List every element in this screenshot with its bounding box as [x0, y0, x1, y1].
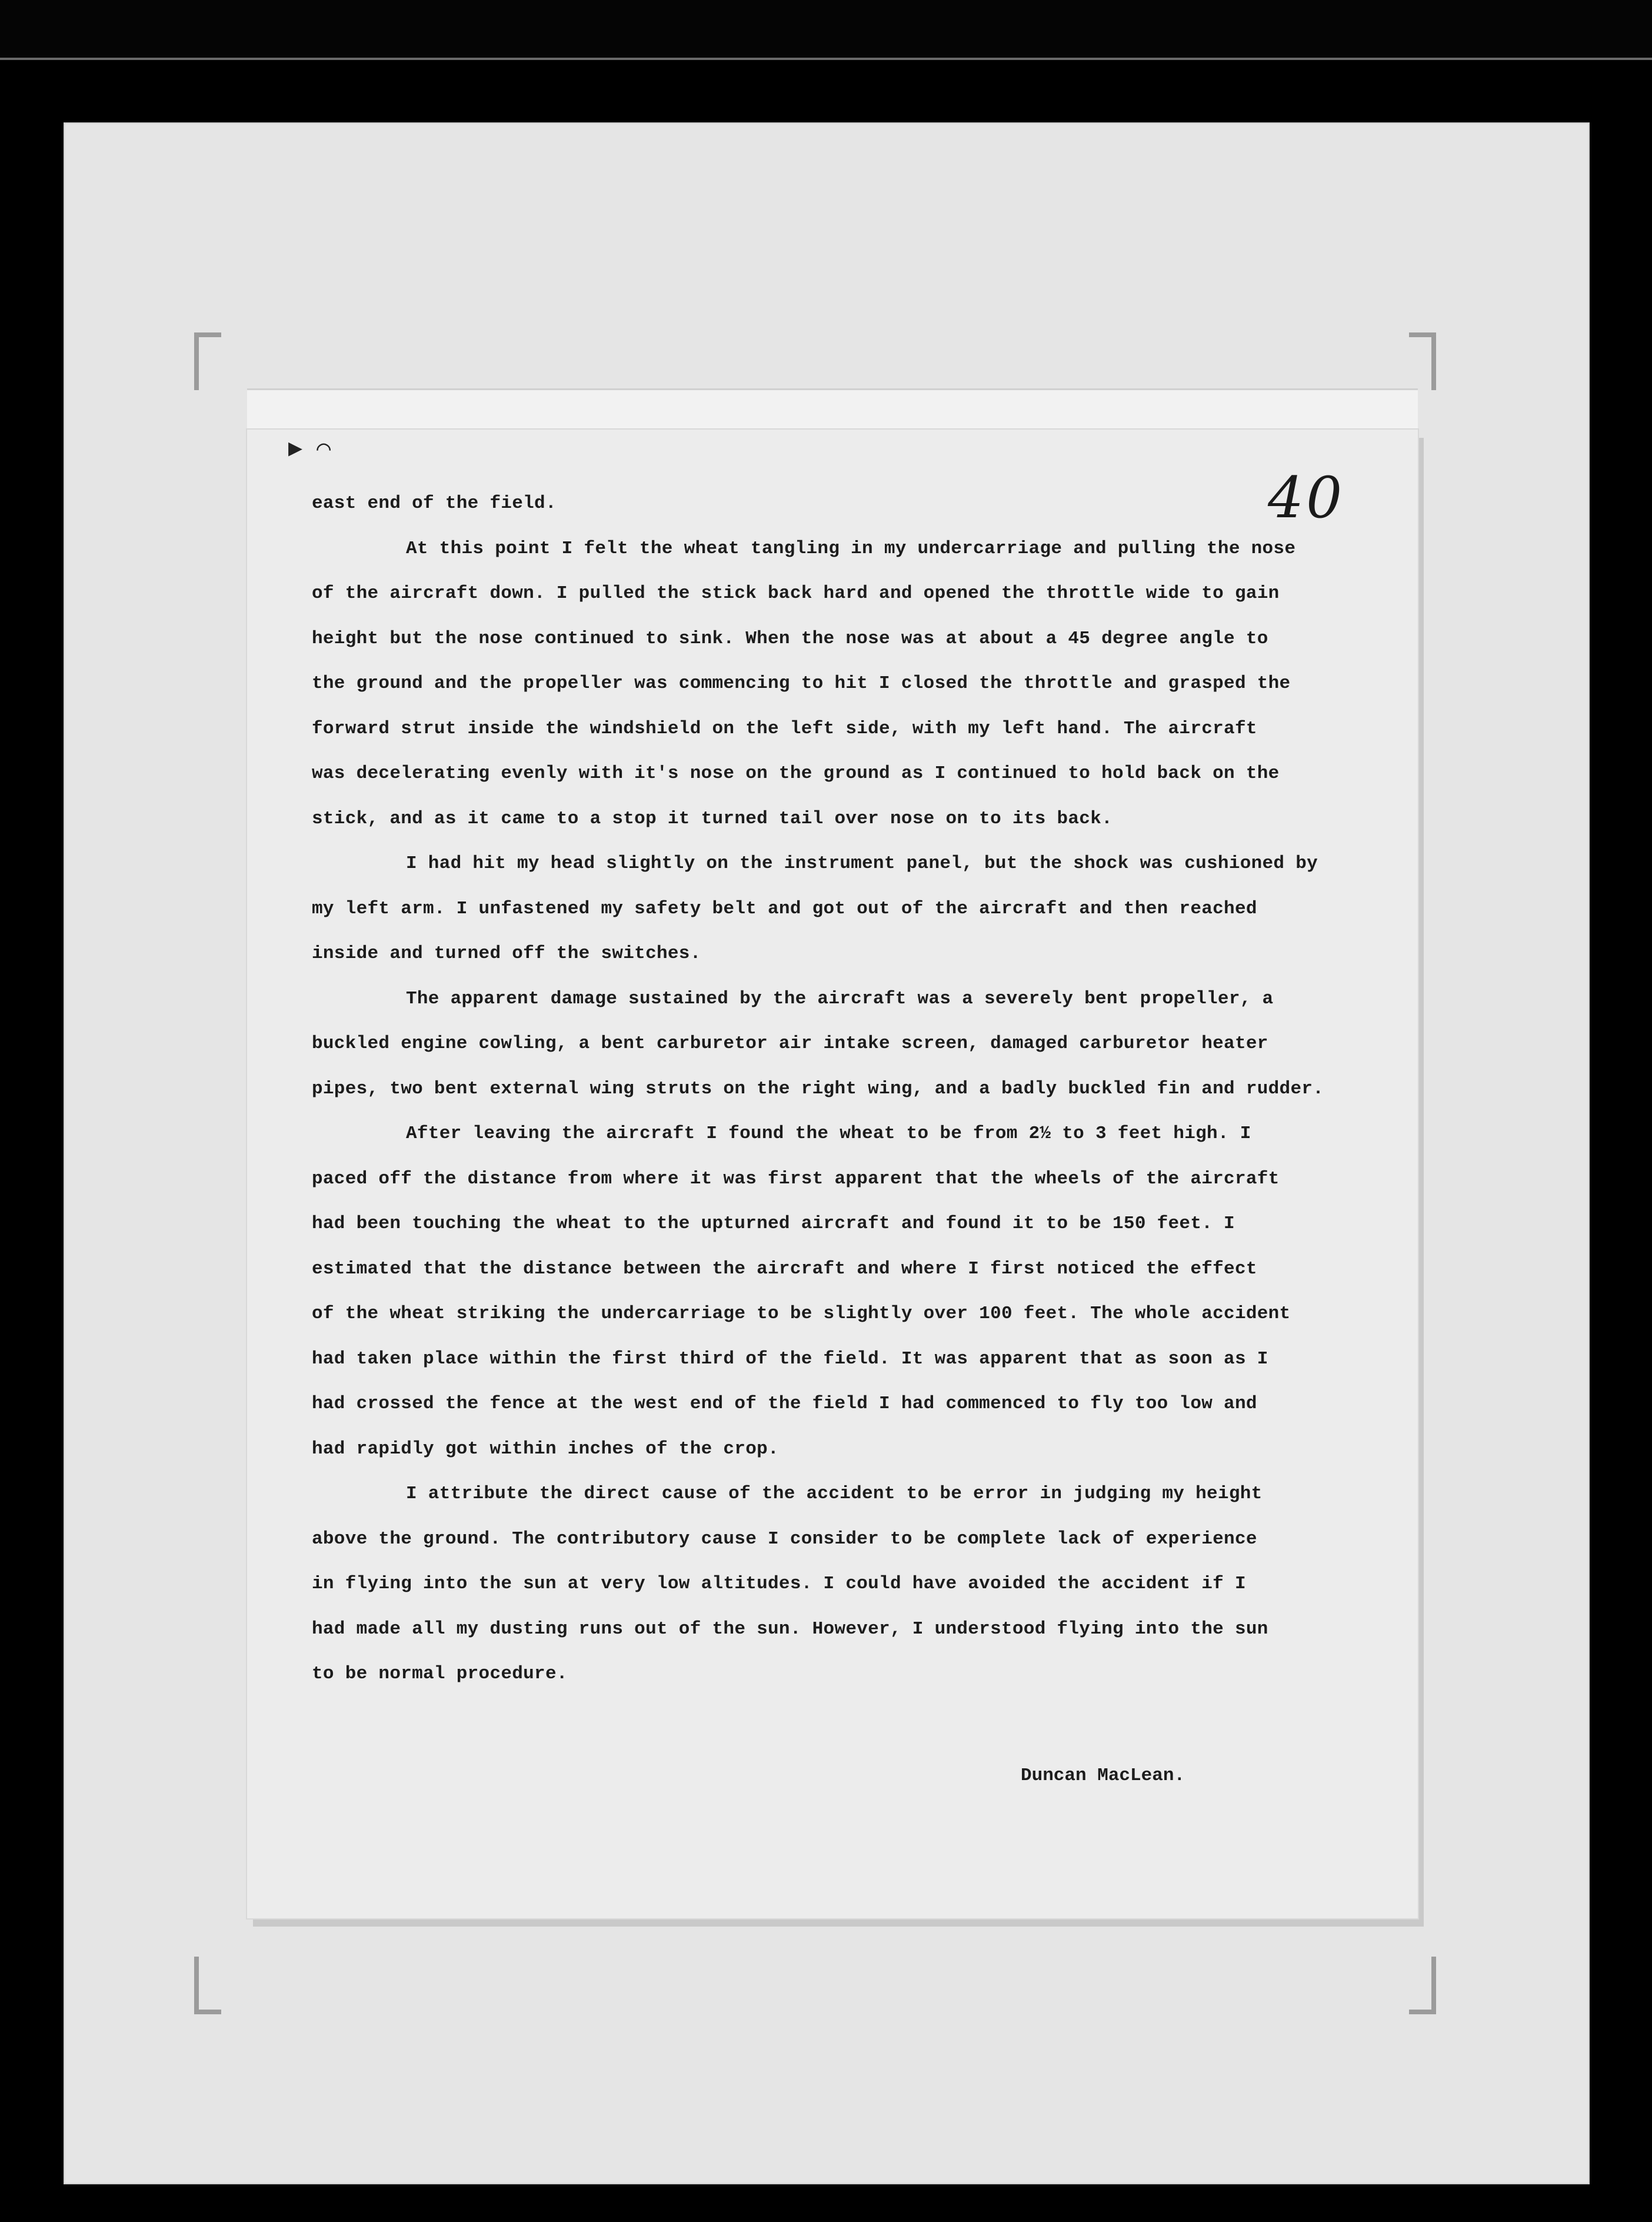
text-line: At this point I felt the wheat tangling in my undercarriage and pulling the nose: [406, 538, 1296, 559]
text-line: buckled engine cowling, a bent carburetor air intake screen, damaged carburetor heater: [312, 1033, 1268, 1054]
crop-mark-top-right: [1409, 332, 1436, 390]
text-line: paced off the distance from where it was first apparent that the wheels of the aircraft: [312, 1168, 1280, 1189]
page-body: [312, 481, 1347, 1697]
paragraph-accident: [312, 527, 1347, 842]
text-line: forward strut inside the windshield on the left side, with my left hand. The aircraft: [312, 718, 1257, 739]
paragraph-measurements: [312, 1112, 1347, 1472]
text-line: had made all my dusting runs out of the sun. However, I understood flying into the sun: [312, 1618, 1268, 1639]
text-line: inside and turned off the switches.: [312, 943, 701, 964]
text-line: I attribute the direct cause of the accident to be error in judging my height: [406, 1483, 1263, 1504]
text-line: was decelerating evenly with it's nose on the ground as I continued to hold back on the: [312, 763, 1280, 784]
text-line: the ground and the propeller was commencing to hit I closed the throttle and grasped the: [312, 673, 1291, 694]
text-line: my left arm. I unfastened my safety belt and got out of the aircraft and then reached: [312, 898, 1257, 919]
text-line: of the aircraft down. I pulled the stick back hard and opened the throttle wide to gain: [312, 583, 1280, 604]
signature: Duncan MacLean.: [1021, 1765, 1185, 1786]
paragraph-injury: [312, 841, 1347, 977]
text-line: pipes, two bent external wing struts on the right wing, and a badly buckled fin and rudder.: [312, 1078, 1324, 1099]
text-line: to be normal procedure.: [312, 1664, 568, 1684]
paragraph-cause: [312, 1472, 1347, 1697]
text-line: I had hit my head slightly on the instrument panel, but the shock was cushioned by: [406, 853, 1318, 874]
paragraph-damage: [312, 977, 1347, 1112]
text-line: had rapidly got within inches of the crop.: [312, 1438, 779, 1459]
text-line: had been touching the wheat to the upturned aircraft and found it to be 150 feet. I: [312, 1213, 1235, 1234]
film-edge-line: [0, 58, 1652, 60]
text-line: east end of the field.: [312, 493, 557, 514]
text-line: above the ground. The contributory cause I consider to be complete lack of experience: [312, 1528, 1257, 1549]
text-line: stick, and as it came to a stop it turned tail over nose on to its back.: [312, 808, 1113, 829]
text-line: of the wheat striking the undercarriage to be slightly over 100 feet. The whole accident: [312, 1303, 1291, 1324]
crop-mark-bottom-right: [1409, 1957, 1436, 2014]
text-line: The apparent damage sustained by the aircraft was a severely bent propeller, a: [406, 988, 1274, 1009]
text-line: After leaving the aircraft I found the wheat to be from 2½ to 3 feet high. I: [406, 1123, 1251, 1144]
text-line: had taken place within the first third of the field. It was apparent that as soon as I: [312, 1348, 1268, 1369]
crop-mark-top-left: [194, 332, 221, 390]
text-line: in flying into the sun at very low altitudes. I could have avoided the accident if I: [312, 1574, 1246, 1594]
text-line: estimated that the distance between the aircraft and where I first noticed the effect: [312, 1258, 1257, 1279]
text-line: height but the nose continued to sink. When the nose was at about a 45 degree angle to: [312, 628, 1268, 649]
corner-mark: ▶ ⌒: [288, 437, 331, 463]
film-top-edge: [0, 0, 1652, 59]
paragraph-intro: [312, 481, 1347, 527]
text-line: had crossed the fence at the west end of the field I had commenced to fly too low and: [312, 1393, 1257, 1414]
crop-mark-bottom-left: [194, 1957, 221, 2014]
handwritten-page-number: 40: [1268, 465, 1345, 531]
